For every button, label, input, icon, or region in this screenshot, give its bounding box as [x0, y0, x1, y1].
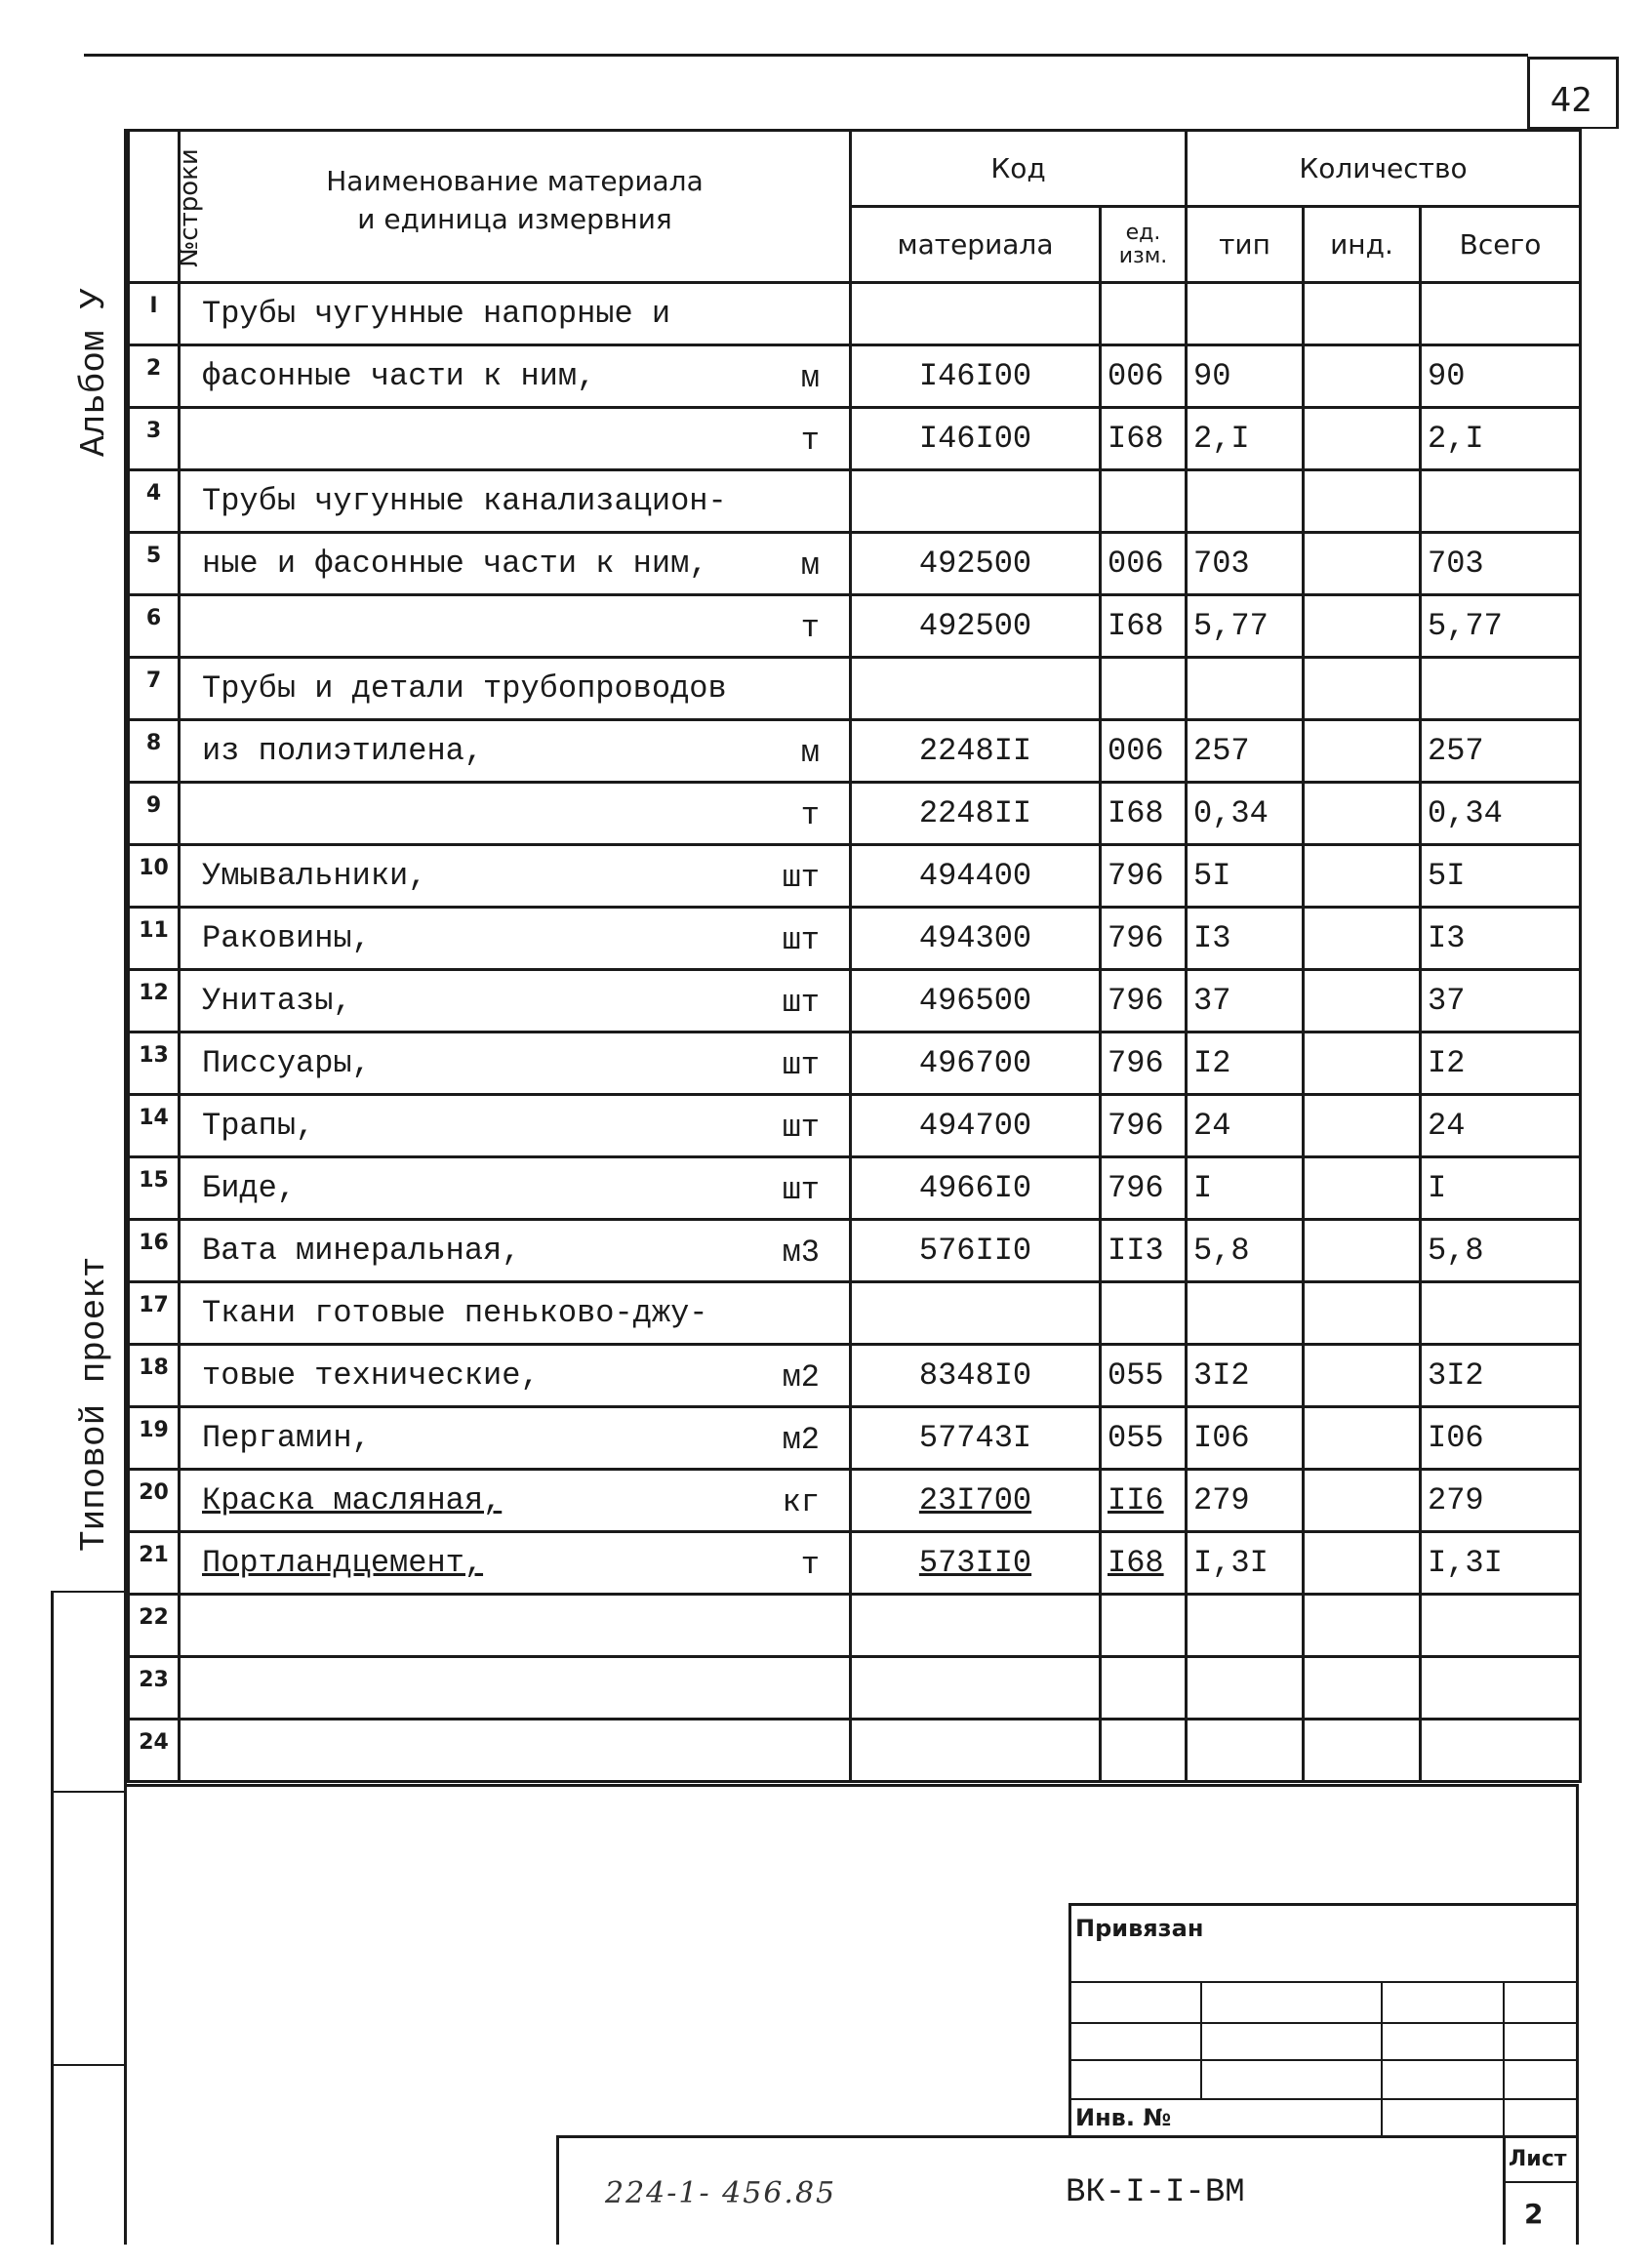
- row-number: 11: [129, 908, 180, 970]
- tb-stamp-top: [556, 2135, 1579, 2138]
- quantity-type: 24: [1187, 1095, 1304, 1157]
- quantity-ind: [1304, 1220, 1421, 1282]
- quantity-total: 90: [1421, 345, 1581, 408]
- quantity-total: 257: [1421, 720, 1581, 783]
- material-code: 8348I0: [851, 1345, 1101, 1407]
- material-code: [851, 1720, 1101, 1782]
- quantity-ind: [1304, 845, 1421, 908]
- material-code: 494700: [851, 1095, 1101, 1157]
- unit-code: I68: [1101, 408, 1187, 470]
- material-name-text: Унитазы,: [202, 983, 352, 1019]
- material-name: [180, 595, 851, 658]
- unit-code: [1101, 470, 1187, 533]
- material-name: [180, 783, 851, 845]
- quantity-ind: [1304, 1032, 1421, 1095]
- material-name-text: Раковины,: [202, 920, 371, 956]
- row-number: 3: [129, 408, 180, 470]
- quantity-total: 5I: [1421, 845, 1581, 908]
- quantity-type: 279: [1187, 1470, 1304, 1532]
- header-unit-line1: ед.: [1125, 220, 1161, 245]
- quantity-type: 0,34: [1187, 783, 1304, 845]
- unit-code: [1101, 1657, 1187, 1720]
- row-number: 14: [129, 1095, 180, 1157]
- quantity-total: 3I2: [1421, 1345, 1581, 1407]
- header-name: [180, 131, 851, 283]
- unit-code: 055: [1101, 1345, 1187, 1407]
- header-type: тип: [1187, 207, 1304, 283]
- unit-code: 796: [1101, 845, 1187, 908]
- material-name: [180, 345, 851, 408]
- row-number: 12: [129, 970, 180, 1032]
- material-name: [180, 408, 851, 470]
- top-rule: [84, 54, 1528, 57]
- material-name: [180, 1595, 851, 1657]
- quantity-ind: [1304, 1595, 1421, 1657]
- material-unit: м2: [782, 1422, 820, 1458]
- material-unit: шт: [782, 1110, 820, 1146]
- tb-bottom-of-table: [127, 1784, 1579, 1787]
- material-unit: шт: [782, 922, 820, 958]
- materials-table: [127, 129, 1582, 1783]
- table-row: [129, 908, 1581, 970]
- page-number-box: [1527, 57, 1619, 127]
- table-row: [129, 1032, 1581, 1095]
- quantity-type: 2,I: [1187, 408, 1304, 470]
- row-number: 20: [129, 1470, 180, 1532]
- table-row: [129, 658, 1581, 720]
- header-quantity: Количество: [1187, 131, 1581, 207]
- material-name: [180, 1282, 851, 1345]
- quantity-ind: [1304, 1095, 1421, 1157]
- quantity-total: I06: [1421, 1407, 1581, 1470]
- material-name-text: Писсуары,: [202, 1045, 371, 1081]
- material-name-text: ные и фасонные части к ним,: [202, 546, 708, 582]
- margin-divider-1: [51, 1591, 127, 1593]
- header-rownum-text: №строки: [174, 148, 204, 267]
- quantity-ind: [1304, 283, 1421, 345]
- material-name: [180, 1657, 851, 1720]
- table-row: [129, 845, 1581, 908]
- row-number: 17: [129, 1282, 180, 1345]
- tb-document-code: ВК-I-I-ВМ: [1066, 2174, 1245, 2211]
- material-unit: т: [800, 423, 820, 459]
- quantity-total: 24: [1421, 1095, 1581, 1157]
- tb-grid-v3: [1503, 1981, 1505, 2137]
- quantity-ind: [1304, 408, 1421, 470]
- table-row: [129, 1282, 1581, 1345]
- material-unit: шт: [782, 985, 820, 1021]
- row-number: 10: [129, 845, 180, 908]
- quantity-ind: [1304, 1282, 1421, 1345]
- unit-code: I68: [1101, 1532, 1187, 1595]
- table-row: [129, 1532, 1581, 1595]
- material-name-text: Вата минеральная,: [202, 1233, 521, 1269]
- quantity-type: [1187, 1282, 1304, 1345]
- tb-handwritten-number: 224-1- 456.85: [605, 2176, 837, 2210]
- quantity-ind: [1304, 595, 1421, 658]
- quantity-type: 5I: [1187, 845, 1304, 908]
- side-label-album: Альбом У: [74, 288, 114, 457]
- header-name-line1: Наименование материала: [326, 165, 704, 197]
- unit-code: 006: [1101, 533, 1187, 595]
- material-unit: шт: [782, 1047, 820, 1083]
- table-row: [129, 345, 1581, 408]
- quantity-type: I06: [1187, 1407, 1304, 1470]
- table-row: [129, 1470, 1581, 1532]
- material-name-text: из полиэтилена,: [202, 733, 484, 769]
- row-number: 6: [129, 595, 180, 658]
- material-name-text: товые технические,: [202, 1357, 540, 1394]
- material-name: [180, 1157, 851, 1220]
- material-code: [851, 1657, 1101, 1720]
- header-ind: инд.: [1304, 207, 1421, 283]
- material-name-text: Ткани готовые пеньково-джу-: [202, 1295, 708, 1331]
- unit-code: 006: [1101, 720, 1187, 783]
- table-body: [129, 283, 1581, 1782]
- material-unit: кг: [782, 1484, 820, 1520]
- quantity-type: I3: [1187, 908, 1304, 970]
- material-name-text: Умывальники,: [202, 858, 427, 894]
- material-unit: т: [800, 1547, 820, 1583]
- row-number: 7: [129, 658, 180, 720]
- table-row: [129, 595, 1581, 658]
- quantity-total: [1421, 283, 1581, 345]
- material-unit: м: [800, 547, 820, 584]
- quantity-ind: [1304, 1345, 1421, 1407]
- unit-code: II3: [1101, 1220, 1187, 1282]
- quantity-type: [1187, 658, 1304, 720]
- material-name: [180, 1220, 851, 1282]
- quantity-total: 279: [1421, 1470, 1581, 1532]
- tb-sheet-label: Лист: [1509, 2147, 1567, 2171]
- material-unit: м3: [782, 1235, 820, 1271]
- quantity-ind: [1304, 1470, 1421, 1532]
- material-name: [180, 1470, 851, 1532]
- row-number: I: [129, 283, 180, 345]
- material-code: 576II0: [851, 1220, 1101, 1282]
- quantity-type: 90: [1187, 345, 1304, 408]
- material-name-text: фасонные части к ним,: [202, 358, 596, 394]
- quantity-ind: [1304, 345, 1421, 408]
- material-name: [180, 470, 851, 533]
- row-number: 9: [129, 783, 180, 845]
- table-row: [129, 720, 1581, 783]
- tb-stamp-left: [556, 2135, 559, 2245]
- material-name: [180, 1095, 851, 1157]
- quantity-ind: [1304, 1720, 1421, 1782]
- tb-privyazan-label: Привязан: [1075, 1915, 1204, 1942]
- tb-privyazan-left: [1068, 1903, 1071, 2137]
- tb-grid-v2: [1381, 1981, 1383, 2137]
- material-name-text: Пергамин,: [202, 1420, 371, 1456]
- tb-inv-label: Инв. №: [1075, 2104, 1172, 2131]
- unit-code: 796: [1101, 1095, 1187, 1157]
- material-name-text: Портландцемент,: [202, 1545, 484, 1581]
- material-code: 23I700: [851, 1470, 1101, 1532]
- material-name: [180, 1345, 851, 1407]
- quantity-type: [1187, 1720, 1304, 1782]
- quantity-total: [1421, 1595, 1581, 1657]
- quantity-ind: [1304, 908, 1421, 970]
- material-code: 494300: [851, 908, 1101, 970]
- quantity-total: I: [1421, 1157, 1581, 1220]
- quantity-total: 0,34: [1421, 783, 1581, 845]
- material-code: 492500: [851, 595, 1101, 658]
- material-code: 496700: [851, 1032, 1101, 1095]
- material-name: [180, 908, 851, 970]
- table-row: [129, 1595, 1581, 1657]
- material-name-text: Биде,: [202, 1170, 297, 1206]
- material-name-text: Трубы чугунные канализацион-: [202, 483, 727, 519]
- quantity-type: 257: [1187, 720, 1304, 783]
- quantity-ind: [1304, 533, 1421, 595]
- material-code: [851, 470, 1101, 533]
- material-name-text: Трубы чугунные напорные и: [202, 296, 671, 332]
- quantity-total: 37: [1421, 970, 1581, 1032]
- quantity-ind: [1304, 470, 1421, 533]
- material-unit: шт: [782, 860, 820, 896]
- material-name: [180, 970, 851, 1032]
- material-unit: м: [800, 360, 820, 396]
- material-code: I46I00: [851, 345, 1101, 408]
- table-row: [129, 283, 1581, 345]
- row-number: 18: [129, 1345, 180, 1407]
- side-label-project: Типовой проект: [74, 1256, 114, 1552]
- unit-code: I68: [1101, 595, 1187, 658]
- material-name: [180, 720, 851, 783]
- unit-code: [1101, 658, 1187, 720]
- row-number: 4: [129, 470, 180, 533]
- quantity-type: I2: [1187, 1032, 1304, 1095]
- row-number: 2: [129, 345, 180, 408]
- row-number: 21: [129, 1532, 180, 1595]
- unit-code: 796: [1101, 970, 1187, 1032]
- quantity-type: 5,8: [1187, 1220, 1304, 1282]
- row-number: 8: [129, 720, 180, 783]
- quantity-total: [1421, 1657, 1581, 1720]
- unit-code: [1101, 283, 1187, 345]
- material-code: 573II0: [851, 1532, 1101, 1595]
- quantity-total: [1421, 1720, 1581, 1782]
- material-code: 2248II: [851, 720, 1101, 783]
- material-name-text: Трапы,: [202, 1108, 315, 1144]
- quantity-total: 5,77: [1421, 595, 1581, 658]
- material-name: [180, 533, 851, 595]
- material-name: [180, 1720, 851, 1782]
- table-row: [129, 1407, 1581, 1470]
- row-number: 23: [129, 1657, 180, 1720]
- material-code: 2248II: [851, 783, 1101, 845]
- quantity-type: [1187, 1595, 1304, 1657]
- margin-divider-2: [51, 1791, 127, 1793]
- material-code: [851, 658, 1101, 720]
- quantity-total: I2: [1421, 1032, 1581, 1095]
- header-unit: [1101, 207, 1187, 283]
- tb-privyazan-top: [1068, 1903, 1579, 1906]
- quantity-type: 3I2: [1187, 1345, 1304, 1407]
- header-name-line2: и единица измервния: [357, 203, 672, 235]
- quantity-type: I,3I: [1187, 1532, 1304, 1595]
- unit-code: [1101, 1282, 1187, 1345]
- table-row: [129, 1220, 1581, 1282]
- quantity-type: 37: [1187, 970, 1304, 1032]
- unit-code: [1101, 1595, 1187, 1657]
- unit-code: 006: [1101, 345, 1187, 408]
- material-unit: т: [800, 610, 820, 646]
- row-number: 16: [129, 1220, 180, 1282]
- quantity-total: [1421, 1282, 1581, 1345]
- header-code: Код: [851, 131, 1187, 207]
- quantity-ind: [1304, 783, 1421, 845]
- material-name-text: Краска масляная,: [202, 1482, 503, 1518]
- quantity-total: [1421, 470, 1581, 533]
- quantity-total: I3: [1421, 908, 1581, 970]
- row-number: 19: [129, 1407, 180, 1470]
- quantity-ind: [1304, 1657, 1421, 1720]
- row-number: 5: [129, 533, 180, 595]
- unit-code: I68: [1101, 783, 1187, 845]
- material-unit: м2: [782, 1359, 820, 1396]
- page-number: 42: [1550, 81, 1592, 120]
- header-total: Всего: [1421, 207, 1581, 283]
- tb-grid-v1: [1200, 1981, 1202, 2100]
- row-number: 24: [129, 1720, 180, 1782]
- material-code: 4966I0: [851, 1157, 1101, 1220]
- quantity-ind: [1304, 1532, 1421, 1595]
- header-rownum: [129, 131, 204, 283]
- margin-divider-3: [51, 2064, 127, 2066]
- material-name: [180, 1407, 851, 1470]
- table-row: [129, 783, 1581, 845]
- unit-code: [1101, 1720, 1187, 1782]
- margin-line-outer: [51, 1591, 54, 2245]
- quantity-total: 5,8: [1421, 1220, 1581, 1282]
- material-code: I46I00: [851, 408, 1101, 470]
- row-number: 15: [129, 1157, 180, 1220]
- material-unit: т: [800, 797, 820, 833]
- quantity-total: 2,I: [1421, 408, 1581, 470]
- material-code: 57743I: [851, 1407, 1101, 1470]
- quantity-ind: [1304, 1407, 1421, 1470]
- unit-code: II6: [1101, 1470, 1187, 1532]
- material-name: [180, 658, 851, 720]
- row-number: 22: [129, 1595, 180, 1657]
- material-name: [180, 1032, 851, 1095]
- quantity-ind: [1304, 720, 1421, 783]
- quantity-type: 5,77: [1187, 595, 1304, 658]
- table-row: [129, 1657, 1581, 1720]
- material-code: [851, 283, 1101, 345]
- material-code: [851, 1595, 1101, 1657]
- material-code: 492500: [851, 533, 1101, 595]
- tb-right-border: [1576, 1784, 1579, 2245]
- material-code: [851, 1282, 1101, 1345]
- table-row: [129, 970, 1581, 1032]
- material-code: 494400: [851, 845, 1101, 908]
- header-unit-line2: изм.: [1118, 243, 1168, 268]
- quantity-type: [1187, 1657, 1304, 1720]
- quantity-total: 703: [1421, 533, 1581, 595]
- unit-code: 796: [1101, 1032, 1187, 1095]
- unit-code: 796: [1101, 1157, 1187, 1220]
- quantity-ind: [1304, 1157, 1421, 1220]
- table-row: [129, 470, 1581, 533]
- row-number: 13: [129, 1032, 180, 1095]
- material-name: [180, 1532, 851, 1595]
- table-row: [129, 1095, 1581, 1157]
- quantity-type: [1187, 470, 1304, 533]
- material-code: 496500: [851, 970, 1101, 1032]
- table-row: [129, 408, 1581, 470]
- tb-sheet-left: [1503, 2135, 1506, 2245]
- material-name: [180, 283, 851, 345]
- table-row: [129, 1157, 1581, 1220]
- unit-code: 796: [1101, 908, 1187, 970]
- quantity-ind: [1304, 970, 1421, 1032]
- quantity-type: 703: [1187, 533, 1304, 595]
- quantity-type: [1187, 283, 1304, 345]
- header-material: материала: [851, 207, 1101, 283]
- material-name: [180, 845, 851, 908]
- quantity-total: I,3I: [1421, 1532, 1581, 1595]
- tb-sheet-number: 2: [1524, 2198, 1544, 2230]
- table-row: [129, 1345, 1581, 1407]
- table-row: [129, 1720, 1581, 1782]
- quantity-ind: [1304, 658, 1421, 720]
- quantity-total: [1421, 658, 1581, 720]
- material-name-text: Трубы и детали трубопроводов: [202, 670, 727, 707]
- quantity-type: I: [1187, 1157, 1304, 1220]
- material-unit: шт: [782, 1172, 820, 1208]
- tb-sheet-divider: [1503, 2181, 1579, 2183]
- table-row: [129, 533, 1581, 595]
- unit-code: 055: [1101, 1407, 1187, 1470]
- material-unit: м: [800, 735, 820, 771]
